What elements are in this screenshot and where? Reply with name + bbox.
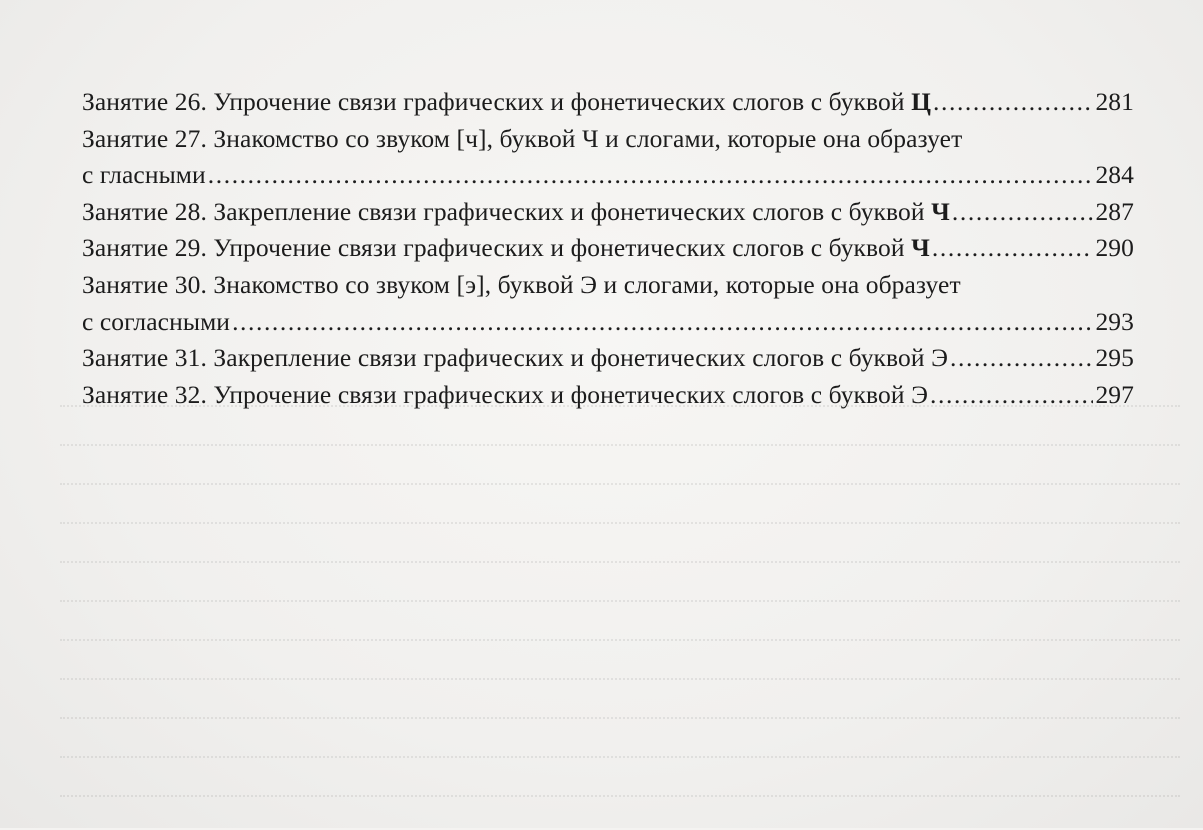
toc-entry-title: Занятие 26. Упрочение связи графических и фонетических слогов с буквой [82, 87, 912, 116]
toc-page-number: 284 [1095, 160, 1134, 190]
toc-leader-dots [930, 377, 1093, 414]
toc-leader-dots [933, 84, 1093, 121]
toc-leader-dots [950, 340, 1093, 377]
toc-entry-letter: Ч [931, 196, 950, 226]
toc-entry-letter: Ч [911, 233, 930, 263]
table-of-contents [82, 84, 1134, 413]
toc-entry-28 [82, 194, 1134, 231]
toc-page-number: 287 [1095, 196, 1134, 226]
toc-leader-dots [952, 194, 1094, 231]
toc-page-number: 290 [1095, 233, 1134, 263]
show-through-background [60, 400, 1180, 830]
toc-leader-dots [232, 304, 1093, 341]
toc-entry-title: Занятие 28. Закрепление связи графических и фонетических слогов с буквой [82, 196, 932, 226]
toc-entry-27 [82, 121, 1134, 194]
toc-page-number: 293 [1095, 306, 1134, 336]
toc-entry-26 [82, 84, 1134, 121]
toc-page-number: 297 [1095, 379, 1134, 409]
toc-entry-32 [82, 377, 1134, 414]
toc-entry-title: Занятие 30. Знакомство со звуком [э], буквой Э и слогами, которые она образует [82, 269, 961, 299]
toc-entry-title: Занятие 29. Упрочение связи графических и фонетических слогов с буквой [82, 233, 912, 263]
toc-leader-dots [208, 157, 1094, 194]
toc-entry-letter: Ц [911, 87, 932, 116]
toc-entry-title: Занятие 31. Закрепление связи графических и фонетических слогов с буквой Э [82, 343, 949, 373]
toc-page-number: 281 [1095, 87, 1134, 116]
toc-page-number: 295 [1095, 343, 1134, 373]
toc-entry-30 [82, 267, 1134, 340]
toc-entry-title-continued: с согласными [82, 306, 231, 336]
toc-entry-title: Занятие 32. Упрочение связи графических и фонетических слогов с буквой Э [82, 379, 929, 409]
toc-entry-title: Занятие 27. Знакомство со звуком [ч], буквой Ч и слогами, которые она образует [82, 123, 963, 153]
toc-entry-31 [82, 340, 1134, 377]
toc-leader-dots [932, 230, 1094, 267]
toc-entry-29 [82, 230, 1134, 267]
toc-entry-title-continued: с гласными [82, 160, 206, 190]
